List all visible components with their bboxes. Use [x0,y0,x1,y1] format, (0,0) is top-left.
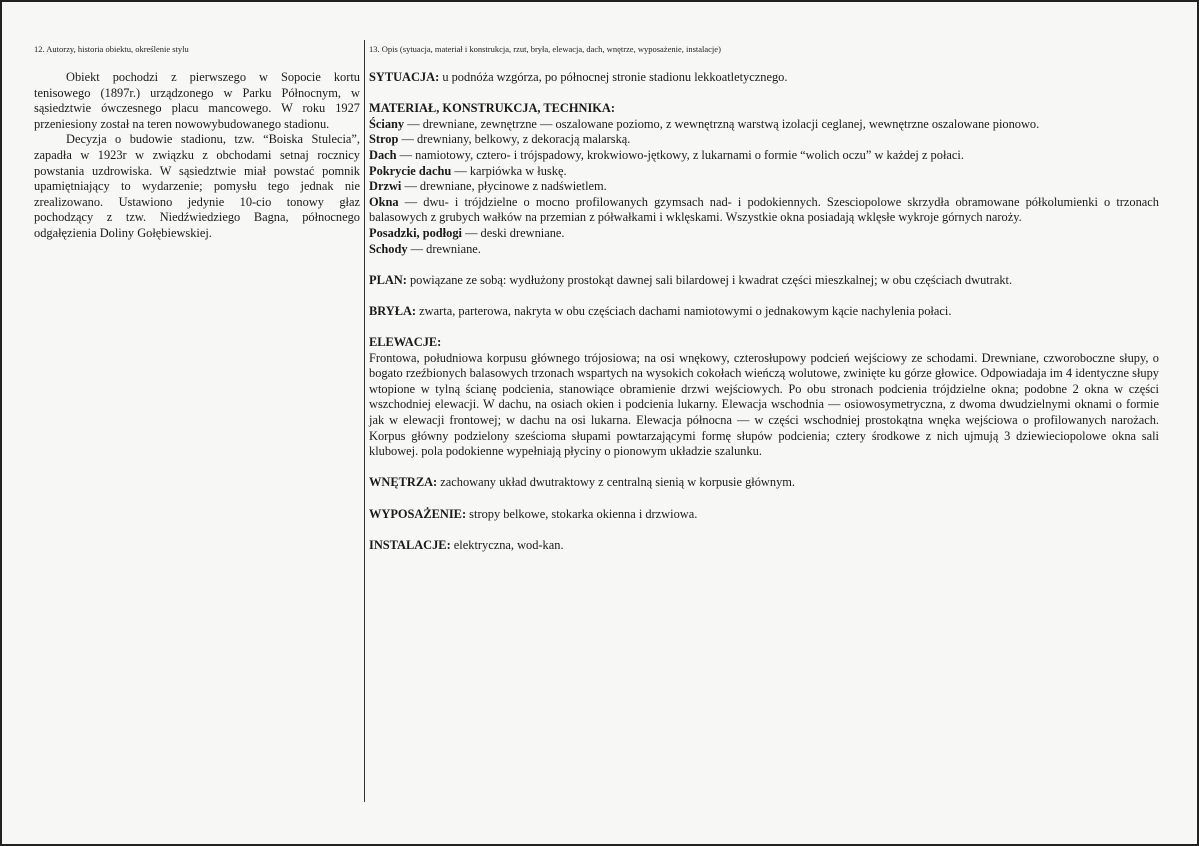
section-label: BRYŁA: [369,303,417,318]
history-paragraph: Obiekt pochodzi z pierwszego w Sopocie kortu tenisowego (1897r.) urządzonego w Parku Północnym, w sąsiedztwie ówczesnego placu mancowego. W roku 1927 przeniesiony został na teren nowowybudowanego stadionu. [34,70,360,131]
section-wnetrza [369,475,1159,491]
material-item-sciany [369,117,1159,133]
section-text: zwarta, parterowa, nakryta w obu częściach dachami namiotowymi o jednakowym kącie nachylenia połaci. [416,303,952,318]
item-label: Posadzki, podłogi [369,225,462,240]
section-wyposazenie [369,507,1159,523]
elewacje-text: Frontowa, południowa korpusu głównego trójosiowa; na osi wnękowy, czterosłupowy podcień wejściowy ze schodami. Drewniane, czworoboczne słupy, o bogato rzeźbionych balasowych trzonach wspartych na wysokich cokołach wieńczą wolutowe, zwinięte ku górze głowice. Odpowiadaja im 4 identyczne słupy wtopione w tylną ścianę podcienia, stanowiące obramienie drzwi wejściowych. Po obu stronach podcienia trójdzielne okna; podobne 2 okna w części wszchodniej elewacji. W dachu, na osiach okien i podcienia lukarny. Elewacja wschodnia — osiowosymetryczna, z dwoma dwudzielnymi oknami o formie jak w elewacji frontowej; w dachu na osi lukarna. Elewacja północna — w części wschodniej prostokątna wnęka wejściowa o profilowanych narożach. Korpus główny podzielony sześcioma słupami powtarzającymi formę słupów podcienia; cztery środkowe z nich ujmują 3 dziewieciopolowe okna sali klubowej. pola podokienne wypełniają płyciny o pionowym układzie szalunku. [369,350,1159,459]
column-divider [364,40,365,802]
item-text: — drewniane, zewnętrzne — oszalowane poziomo, z wewnętrzną warstwą izolacji ceglanej, wewnętrzne oszalowane pionowo. [404,116,1040,131]
material-item-posadzki [369,226,1159,242]
material-heading: MATERIAŁ, KONSTRUKCJA, TECHNIKA: [369,101,616,116]
item-text: — deski drewniane. [461,225,565,240]
item-label: Drzwi [369,179,402,194]
material-item-pokrycie [369,164,1159,180]
material-item-schody [369,242,1159,258]
history-paragraph: Decyzja o budowie stadionu, tzw. “Boiska Stulecia”, zapadła w 1923r w związku z obchodami setnaj rocznicy powstania uzdrowiska. W sąsiedztwie miał powstać pomnik upamiętniający to wydarzenie; pomysłu tego jednak nie zrealizowano. Ustawiono jedynie 10-cio tonowy głaz pochodzący z tzw. Niedźwiedziego Bagna, północnego odgałęzienia Doliny Gołębiewskiej. [34,132,360,240]
section-text: stropy belkowe, stokarka okienna i drzwiowa. [466,506,698,521]
section-text: elektryczna, wod-kan. [450,537,564,552]
section-text: zachowany układ dwutraktowy z centralną sienią w korpusie głównym. [437,475,796,490]
section-plan [369,273,1159,289]
material-item-strop [369,132,1159,148]
section-text: powiązane ze sobą: wydłużony prostokąt dawnej sali bilardowej i kwadrat części mieszkalnej; w obu częściach dwutrakt. [406,272,1013,287]
item-label: Dach [369,147,397,162]
item-text: — drewniane. [407,241,481,256]
history-body [34,70,360,242]
page-border-left [0,0,2,846]
item-text: — namiotowy, cztero- i trójspadowy, krokwiowo-jętkowy, z lukarnami o formie “wolich oczu” w każdej z połaci. [396,147,964,162]
item-text: — dwu- i trójdzielne o mocno profilowanych gzymsach nad- i podokiennych. Szesciopolowe skrzydła obramowane półkolumienki o trzonach balasowych z grubych wałków na przemian z półwałkami i wklęskami. Wszystkie okna posiadają wklęsłe wykroje górnych naroży. [369,194,1159,225]
item-label: Schody [369,241,408,256]
item-label: Pokrycie dachu [369,163,452,178]
section-label: WNĘTRZA: [369,475,438,490]
history-column [34,44,360,242]
item-label: Okna [369,194,399,209]
description-column [369,44,1159,553]
section-bryla [369,304,1159,320]
material-item-okna [369,195,1159,226]
material-item-dach [369,148,1159,164]
item-text: — drewniany, belkowy, z dekoracją malarską. [398,132,631,147]
item-label: Ściany [369,116,405,131]
description-body [369,70,1159,553]
section-label: PLAN: [369,272,407,287]
section-instalacje [369,538,1159,554]
item-text: — drewniane, płycinowe z nadświetlem. [401,179,607,194]
material-item-drzwi [369,179,1159,195]
section-sytuacja [369,70,1159,86]
elewacje-heading: ELEWACJE: [369,335,442,350]
item-label: Strop [369,132,399,147]
page-border-top [0,0,1199,2]
description-header: 13. Opis (sytuacja, materiał i konstrukcja, rzut, bryła, elewacja, dach, wnętrze, wyposażenie, instalacje) [369,44,721,54]
section-label: WYPOSAŻENIE: [369,506,467,521]
section-label: INSTALACJE: [369,537,451,552]
section-label: SYTUACJA: [369,70,440,84]
item-text: — karpiówka w łuskę. [451,163,567,178]
section-text: u podnóża wzgórza, po północnej stronie stadionu lekkoatletycznego. [439,70,788,84]
history-header: 12. Autorzy, historia obiektu, określenie stylu [34,44,189,54]
